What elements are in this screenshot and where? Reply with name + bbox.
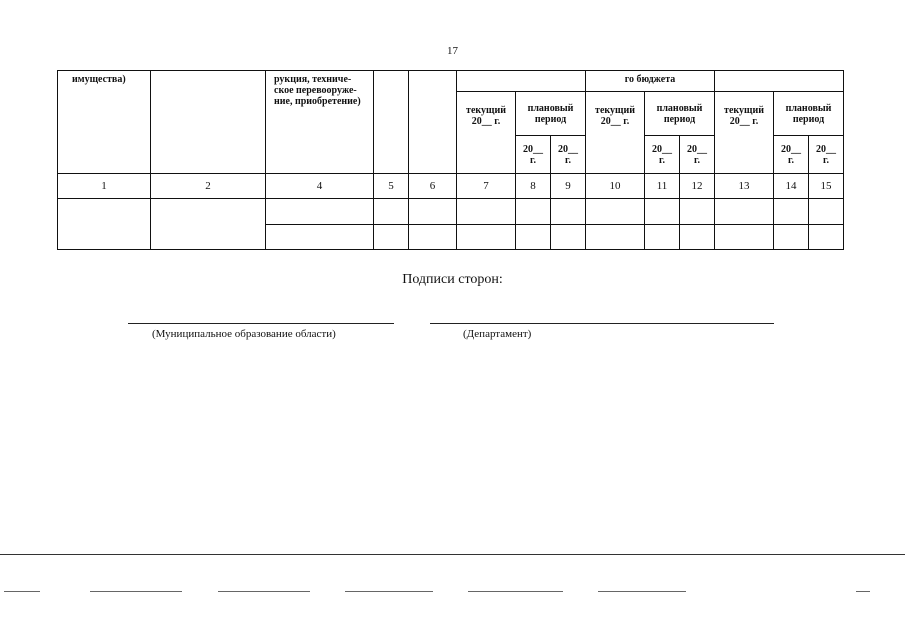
table-cell bbox=[774, 225, 809, 250]
header-construction: рукция, техниче- ское перевооруже- ние, приобретение) bbox=[266, 71, 374, 174]
table-cell bbox=[374, 225, 409, 250]
budget-table bbox=[57, 70, 844, 250]
header-property: имущества) bbox=[58, 71, 151, 174]
footer-dash bbox=[4, 591, 40, 592]
table-cell bbox=[586, 199, 645, 225]
col-number: 11 bbox=[645, 174, 680, 199]
header-col5 bbox=[374, 71, 409, 174]
column-numbers-row bbox=[58, 174, 844, 199]
table-cell bbox=[680, 225, 715, 250]
table-cell bbox=[586, 225, 645, 250]
table-cell bbox=[809, 199, 844, 225]
col-number: 2 bbox=[151, 174, 266, 199]
header-year-4: 20__ г. bbox=[680, 136, 715, 174]
table-cell bbox=[774, 199, 809, 225]
table-cell bbox=[551, 225, 586, 250]
table-cell bbox=[266, 199, 374, 225]
header-col6 bbox=[409, 71, 457, 174]
header-year-6: 20__ г. bbox=[809, 136, 844, 174]
col-number: 14 bbox=[774, 174, 809, 199]
table-cell bbox=[715, 199, 774, 225]
footer-dash bbox=[345, 591, 433, 592]
signature-caption-department: (Департамент) bbox=[463, 328, 532, 340]
signature-line-left bbox=[128, 323, 394, 324]
table-cell bbox=[551, 199, 586, 225]
col-number: 1 bbox=[58, 174, 151, 199]
table-cell bbox=[151, 199, 266, 250]
header-year-5: 20__ г. bbox=[774, 136, 809, 174]
col-number: 10 bbox=[586, 174, 645, 199]
table-cell bbox=[715, 225, 774, 250]
footer-dash bbox=[218, 591, 310, 592]
header-group-3 bbox=[715, 71, 844, 92]
header-col2 bbox=[151, 71, 266, 174]
footer-dash bbox=[856, 591, 870, 592]
signature-caption-municipality: (Муниципальное образование области) bbox=[152, 328, 336, 340]
table-cell bbox=[809, 225, 844, 250]
col-number: 7 bbox=[457, 174, 516, 199]
table-row bbox=[58, 199, 844, 225]
table-cell bbox=[516, 199, 551, 225]
header-current-2: текущий 20__ г. bbox=[586, 92, 645, 174]
col-number: 12 bbox=[680, 174, 715, 199]
table-cell bbox=[409, 225, 457, 250]
header-group-1 bbox=[457, 71, 586, 92]
header-planned-3: плановый период bbox=[774, 92, 844, 136]
bottom-rule bbox=[0, 554, 905, 555]
table-cell bbox=[516, 225, 551, 250]
page-number: 17 bbox=[447, 45, 458, 57]
col-number: 4 bbox=[266, 174, 374, 199]
footer-dash bbox=[90, 591, 182, 592]
table-cell bbox=[645, 225, 680, 250]
header-year-3: 20__ г. bbox=[645, 136, 680, 174]
table-cell bbox=[457, 199, 516, 225]
col-number: 6 bbox=[409, 174, 457, 199]
header-current-3: текущий 20__ г. bbox=[715, 92, 774, 174]
table-cell bbox=[645, 199, 680, 225]
header-current-1: текущий 20__ г. bbox=[457, 92, 516, 174]
col-number: 9 bbox=[551, 174, 586, 199]
table-cell bbox=[680, 199, 715, 225]
signature-line-right bbox=[430, 323, 774, 324]
footer-dash bbox=[468, 591, 563, 592]
header-planned-1: плановый период bbox=[516, 92, 586, 136]
col-number: 8 bbox=[516, 174, 551, 199]
table-cell bbox=[409, 199, 457, 225]
table-cell bbox=[58, 199, 151, 250]
table-cell bbox=[374, 199, 409, 225]
header-year-2: 20__ г. bbox=[551, 136, 586, 174]
footer-dash bbox=[598, 591, 686, 592]
header-planned-2: плановый период bbox=[645, 92, 715, 136]
col-number: 15 bbox=[809, 174, 844, 199]
col-number: 5 bbox=[374, 174, 409, 199]
col-number: 13 bbox=[715, 174, 774, 199]
table-cell bbox=[266, 225, 374, 250]
table-cell bbox=[457, 225, 516, 250]
header-year-1: 20__ г. bbox=[516, 136, 551, 174]
header-group-budget: го бюджета bbox=[586, 71, 715, 92]
signatures-title: Подписи сторон: bbox=[402, 272, 503, 287]
